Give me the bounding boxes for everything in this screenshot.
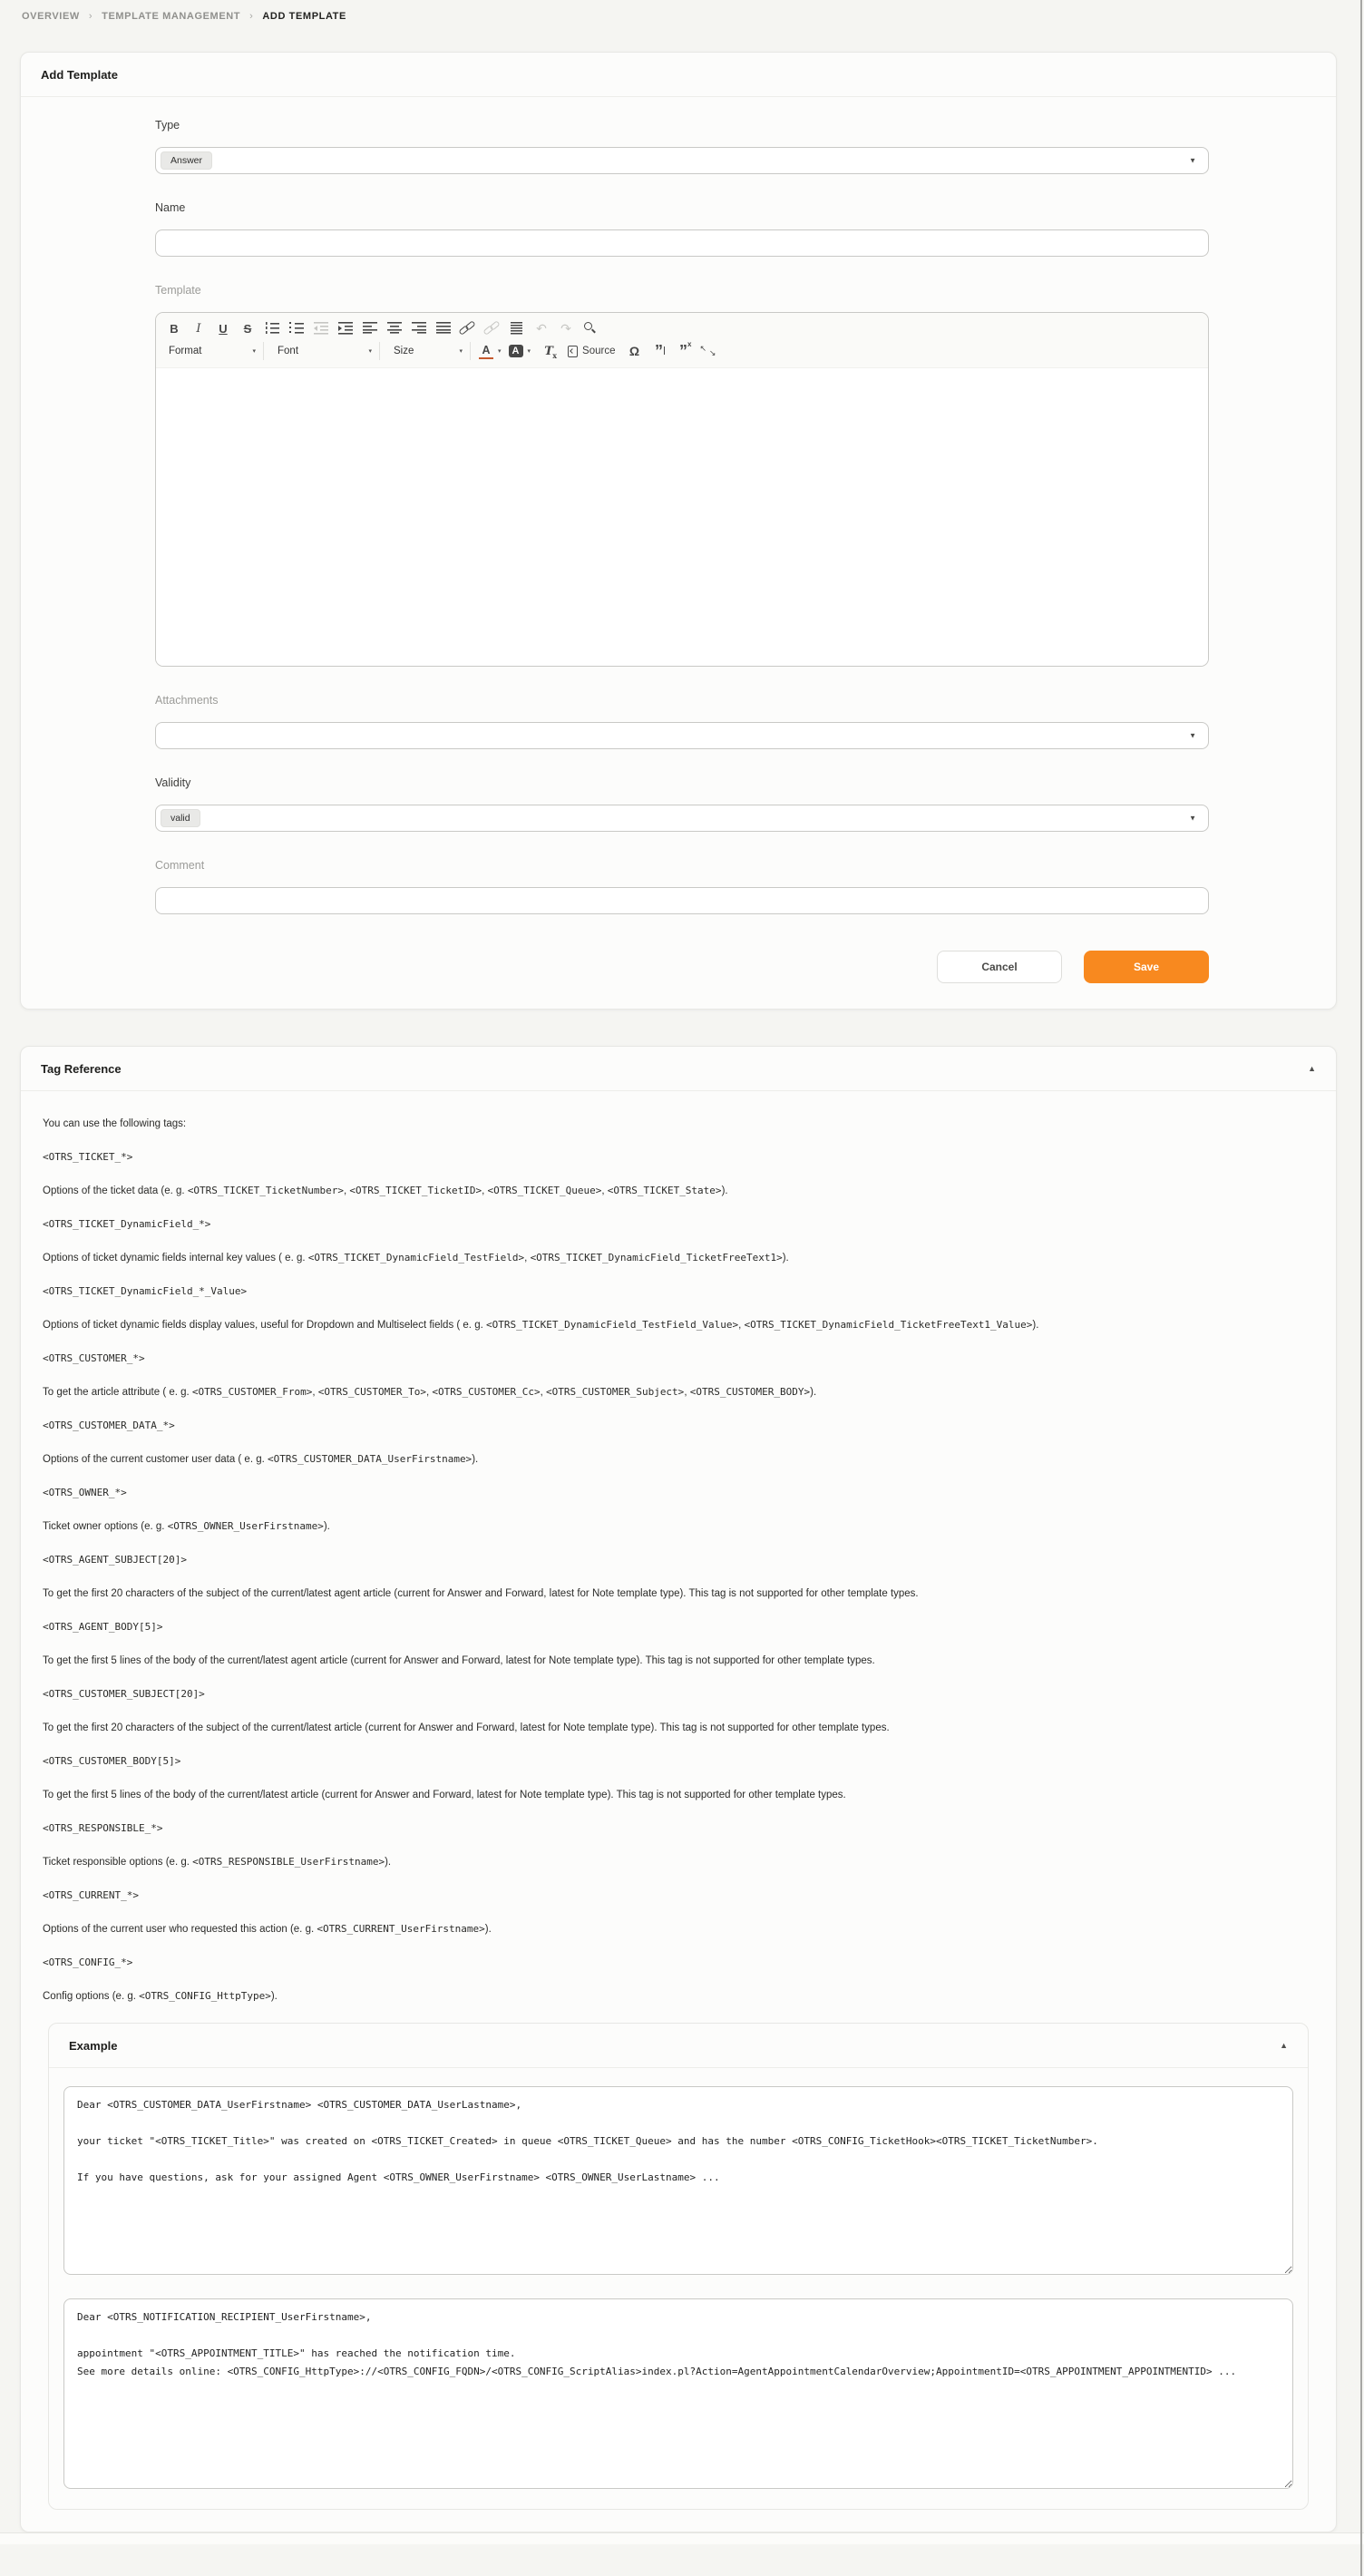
example-card bbox=[48, 2023, 1309, 2510]
bold-icon[interactable]: B bbox=[170, 321, 179, 336]
align-right-icon[interactable] bbox=[408, 319, 430, 337]
tag-name: <OTRS_CURRENT_*> bbox=[43, 1889, 139, 1901]
italic-icon[interactable]: I bbox=[196, 321, 201, 336]
attachments-label: Attachments bbox=[155, 694, 219, 707]
chevron-down-icon: ▼ bbox=[1189, 731, 1196, 740]
chevron-down-icon: ▾ bbox=[527, 348, 531, 355]
tag-description: Ticket owner options (e. g. <OTRS_OWNER_UserFirstname>). bbox=[43, 1520, 330, 1532]
tag-name: <OTRS_CONFIG_*> bbox=[43, 1956, 133, 1968]
bulleted-list-icon[interactable] bbox=[286, 319, 307, 337]
template-field-group bbox=[155, 284, 1209, 667]
text-color-icon[interactable]: A bbox=[479, 344, 493, 359]
tag-description: Options of the ticket data (e. g. <OTRS_TICKET_TicketNumber>, <OTRS_TICKET_TicketID>, <OTRS_TICKET_Queue>, <OTRS_TICKET_State>). bbox=[43, 1185, 728, 1196]
numbered-list-icon[interactable] bbox=[261, 319, 283, 337]
toolbar-row-1 bbox=[163, 318, 1201, 338]
chevron-down-icon: ▼ bbox=[1189, 814, 1196, 823]
collapse-up-icon[interactable]: ▲ bbox=[1280, 2041, 1288, 2050]
format-select[interactable] bbox=[163, 342, 264, 360]
tag-description: Options of ticket dynamic fields internal key values ( e. g. <OTRS_TICKET_DynamicField_TestField>, <OTRS_TICKET_DynamicField_TicketFreeText1>). bbox=[43, 1252, 789, 1264]
align-left-icon[interactable] bbox=[359, 319, 381, 337]
example-textarea-ticket[interactable] bbox=[63, 2086, 1293, 2275]
add-template-form bbox=[21, 97, 1336, 1009]
underline-icon[interactable]: U bbox=[219, 321, 228, 336]
tag-reference-body bbox=[21, 1091, 1336, 2532]
tag-reference-title: Tag Reference bbox=[41, 1061, 122, 1076]
example-body bbox=[49, 2068, 1308, 2509]
size-select-label: Size bbox=[394, 346, 414, 356]
bg-color-icon[interactable] bbox=[509, 345, 531, 357]
breadcrumb-overview[interactable]: OVERVIEW bbox=[22, 11, 80, 22]
font-select-label: Font bbox=[278, 346, 299, 356]
chevron-right-icon: › bbox=[249, 11, 254, 22]
name-field-group bbox=[155, 201, 1209, 257]
save-button[interactable]: Save bbox=[1084, 951, 1209, 983]
tag-name: <OTRS_TICKET_*> bbox=[43, 1151, 133, 1163]
redo-icon[interactable]: ↷ bbox=[560, 320, 571, 336]
tag-name: <OTRS_CUSTOMER_BODY[5]> bbox=[43, 1755, 181, 1767]
tag-description: To get the first 5 lines of the body of the current/latest agent article (current for Answer and Forward, latest for Note template type). This tag is not supported for other template types. bbox=[43, 1655, 875, 1666]
tag-name: <OTRS_RESPONSIBLE_*> bbox=[43, 1822, 163, 1834]
blockquote-icon[interactable]: ” bbox=[648, 342, 669, 360]
tag-description: To get the first 20 characters of the subject of the current/latest agent article (current for Answer and Forward, latest for Note template type). This tag is not supported for other template types. bbox=[43, 1588, 919, 1599]
strikethrough-icon[interactable]: S bbox=[243, 321, 252, 336]
template-label: Template bbox=[155, 284, 201, 297]
tag-reference-card bbox=[20, 1046, 1337, 2532]
validity-field-group bbox=[155, 776, 1209, 832]
type-field-group bbox=[155, 119, 1209, 174]
tag-description: Options of the current customer user data ( e. g. <OTRS_CUSTOMER_DATA_UserFirstname>). bbox=[43, 1453, 479, 1465]
cancel-button[interactable]: Cancel bbox=[937, 951, 1062, 983]
attachments-field-group bbox=[155, 694, 1209, 749]
text-color-icon[interactable] bbox=[479, 344, 502, 359]
size-select[interactable] bbox=[388, 342, 471, 360]
add-template-card bbox=[20, 52, 1337, 1010]
example-title: Example bbox=[69, 2038, 118, 2053]
form-actions bbox=[155, 951, 1209, 983]
tag-list bbox=[43, 1150, 1314, 2004]
chevron-down-icon: ▾ bbox=[368, 348, 372, 355]
tag-name: <OTRS_CUSTOMER_DATA_*> bbox=[43, 1420, 175, 1431]
tag-name: <OTRS_AGENT_BODY[5]> bbox=[43, 1621, 163, 1633]
attachments-select[interactable] bbox=[155, 722, 1209, 749]
align-center-icon[interactable] bbox=[384, 319, 405, 337]
comment-field-group bbox=[155, 859, 1209, 914]
validity-label: Validity bbox=[155, 776, 191, 789]
tag-name: <OTRS_TICKET_DynamicField_*> bbox=[43, 1218, 211, 1230]
breadcrumb bbox=[0, 0, 1364, 24]
richtext-editor bbox=[155, 312, 1209, 667]
footer-divider bbox=[0, 2532, 1364, 2544]
link-icon[interactable] bbox=[457, 319, 479, 337]
tag-description: To get the first 5 lines of the body of the current/latest article (current for Answer and Forward, latest for Note template type). This tag is not supported for other template types. bbox=[43, 1790, 846, 1800]
chevron-down-icon: ▾ bbox=[252, 348, 256, 355]
type-label: Type bbox=[155, 119, 180, 132]
editor-content[interactable] bbox=[156, 368, 1208, 666]
chevron-down-icon: ▾ bbox=[459, 348, 463, 355]
breadcrumb-add-template: ADD TEMPLATE bbox=[262, 11, 346, 22]
outdent-icon[interactable] bbox=[310, 319, 332, 337]
undo-icon[interactable]: ↶ bbox=[536, 320, 547, 336]
remove-format-icon[interactable]: T x bbox=[538, 342, 560, 360]
scrollbar[interactable] bbox=[1360, 0, 1362, 2576]
editor-toolbar bbox=[156, 313, 1208, 368]
tag-name: <OTRS_OWNER_*> bbox=[43, 1487, 127, 1498]
horizontal-rule-icon[interactable] bbox=[506, 319, 528, 337]
comment-input[interactable] bbox=[155, 887, 1209, 914]
quote-remove-icon[interactable]: ” x bbox=[672, 342, 694, 360]
tag-description: Options of the current user who requested this action (e. g. <OTRS_CURRENT_UserFirstname>). bbox=[43, 1923, 492, 1935]
comment-label: Comment bbox=[155, 859, 205, 872]
toolbar-row-2 bbox=[163, 341, 1201, 361]
tag-description: To get the article attribute ( e. g. <OTRS_CUSTOMER_From>, <OTRS_CUSTOMER_To>, <OTRS_CUSTOMER_Cc>, <OTRS_CUSTOMER_Subject>, <OTRS_CUSTOMER_BODY>). bbox=[43, 1386, 817, 1398]
chevron-right-icon: › bbox=[88, 11, 93, 22]
tag-description: Options of ticket dynamic fields display values, useful for Dropdown and Multiselect fields ( e. g. <OTRS_TICKET_DynamicField_TestField_Value>, <OTRS_TICKET_DynamicField_TicketFreeText1_Value>). bbox=[43, 1319, 1039, 1331]
type-select[interactable] bbox=[155, 147, 1209, 174]
tag-name: <OTRS_CUSTOMER_*> bbox=[43, 1352, 145, 1364]
format-select-label: Format bbox=[169, 346, 202, 356]
example-header[interactable] bbox=[49, 2024, 1308, 2068]
chevron-down-icon: ▾ bbox=[498, 348, 502, 355]
tag-reference-header[interactable] bbox=[21, 1047, 1336, 1091]
tag-name: <OTRS_AGENT_SUBJECT[20]> bbox=[43, 1554, 187, 1566]
tag-name: <OTRS_TICKET_DynamicField_*_Value> bbox=[43, 1285, 248, 1297]
source-icon bbox=[568, 346, 578, 357]
unlink-icon[interactable] bbox=[482, 319, 503, 337]
breadcrumb-template-management[interactable]: TEMPLATE MANAGEMENT bbox=[102, 11, 241, 22]
page-title: Add Template bbox=[41, 67, 118, 82]
name-label: Name bbox=[155, 201, 186, 214]
source-label: Source bbox=[582, 346, 616, 356]
example-textarea-appointment[interactable] bbox=[63, 2298, 1293, 2489]
tag-intro: You can use the following tags: bbox=[43, 1118, 187, 1129]
validity-selected-chip[interactable]: valid bbox=[161, 809, 200, 827]
indent-icon[interactable] bbox=[335, 319, 356, 337]
chevron-down-icon: ▼ bbox=[1189, 156, 1196, 165]
justify-icon[interactable] bbox=[433, 319, 454, 337]
font-select[interactable] bbox=[272, 342, 380, 360]
type-selected-chip[interactable]: Answer bbox=[161, 151, 212, 170]
validity-select[interactable] bbox=[155, 805, 1209, 832]
tag-description: To get the first 20 characters of the subject of the current/latest article (current for Answer and Forward, latest for Note template type). This tag is not supported for other template types. bbox=[43, 1722, 890, 1733]
tag-name: <OTRS_CUSTOMER_SUBJECT[20]> bbox=[43, 1688, 205, 1700]
add-template-header bbox=[21, 53, 1336, 97]
source-button[interactable] bbox=[568, 346, 615, 357]
name-input[interactable] bbox=[155, 229, 1209, 257]
bg-color-icon[interactable]: A bbox=[509, 345, 523, 357]
tag-description: Config options (e. g. <OTRS_CONFIG_HttpType>). bbox=[43, 1990, 278, 2002]
maximize-icon[interactable] bbox=[697, 342, 718, 360]
collapse-up-icon[interactable]: ▲ bbox=[1308, 1064, 1316, 1073]
special-char-icon[interactable]: Ω bbox=[628, 344, 640, 358]
search-icon[interactable] bbox=[580, 319, 601, 337]
tag-description: Ticket responsible options (e. g. <OTRS_RESPONSIBLE_UserFirstname>). bbox=[43, 1856, 392, 1868]
